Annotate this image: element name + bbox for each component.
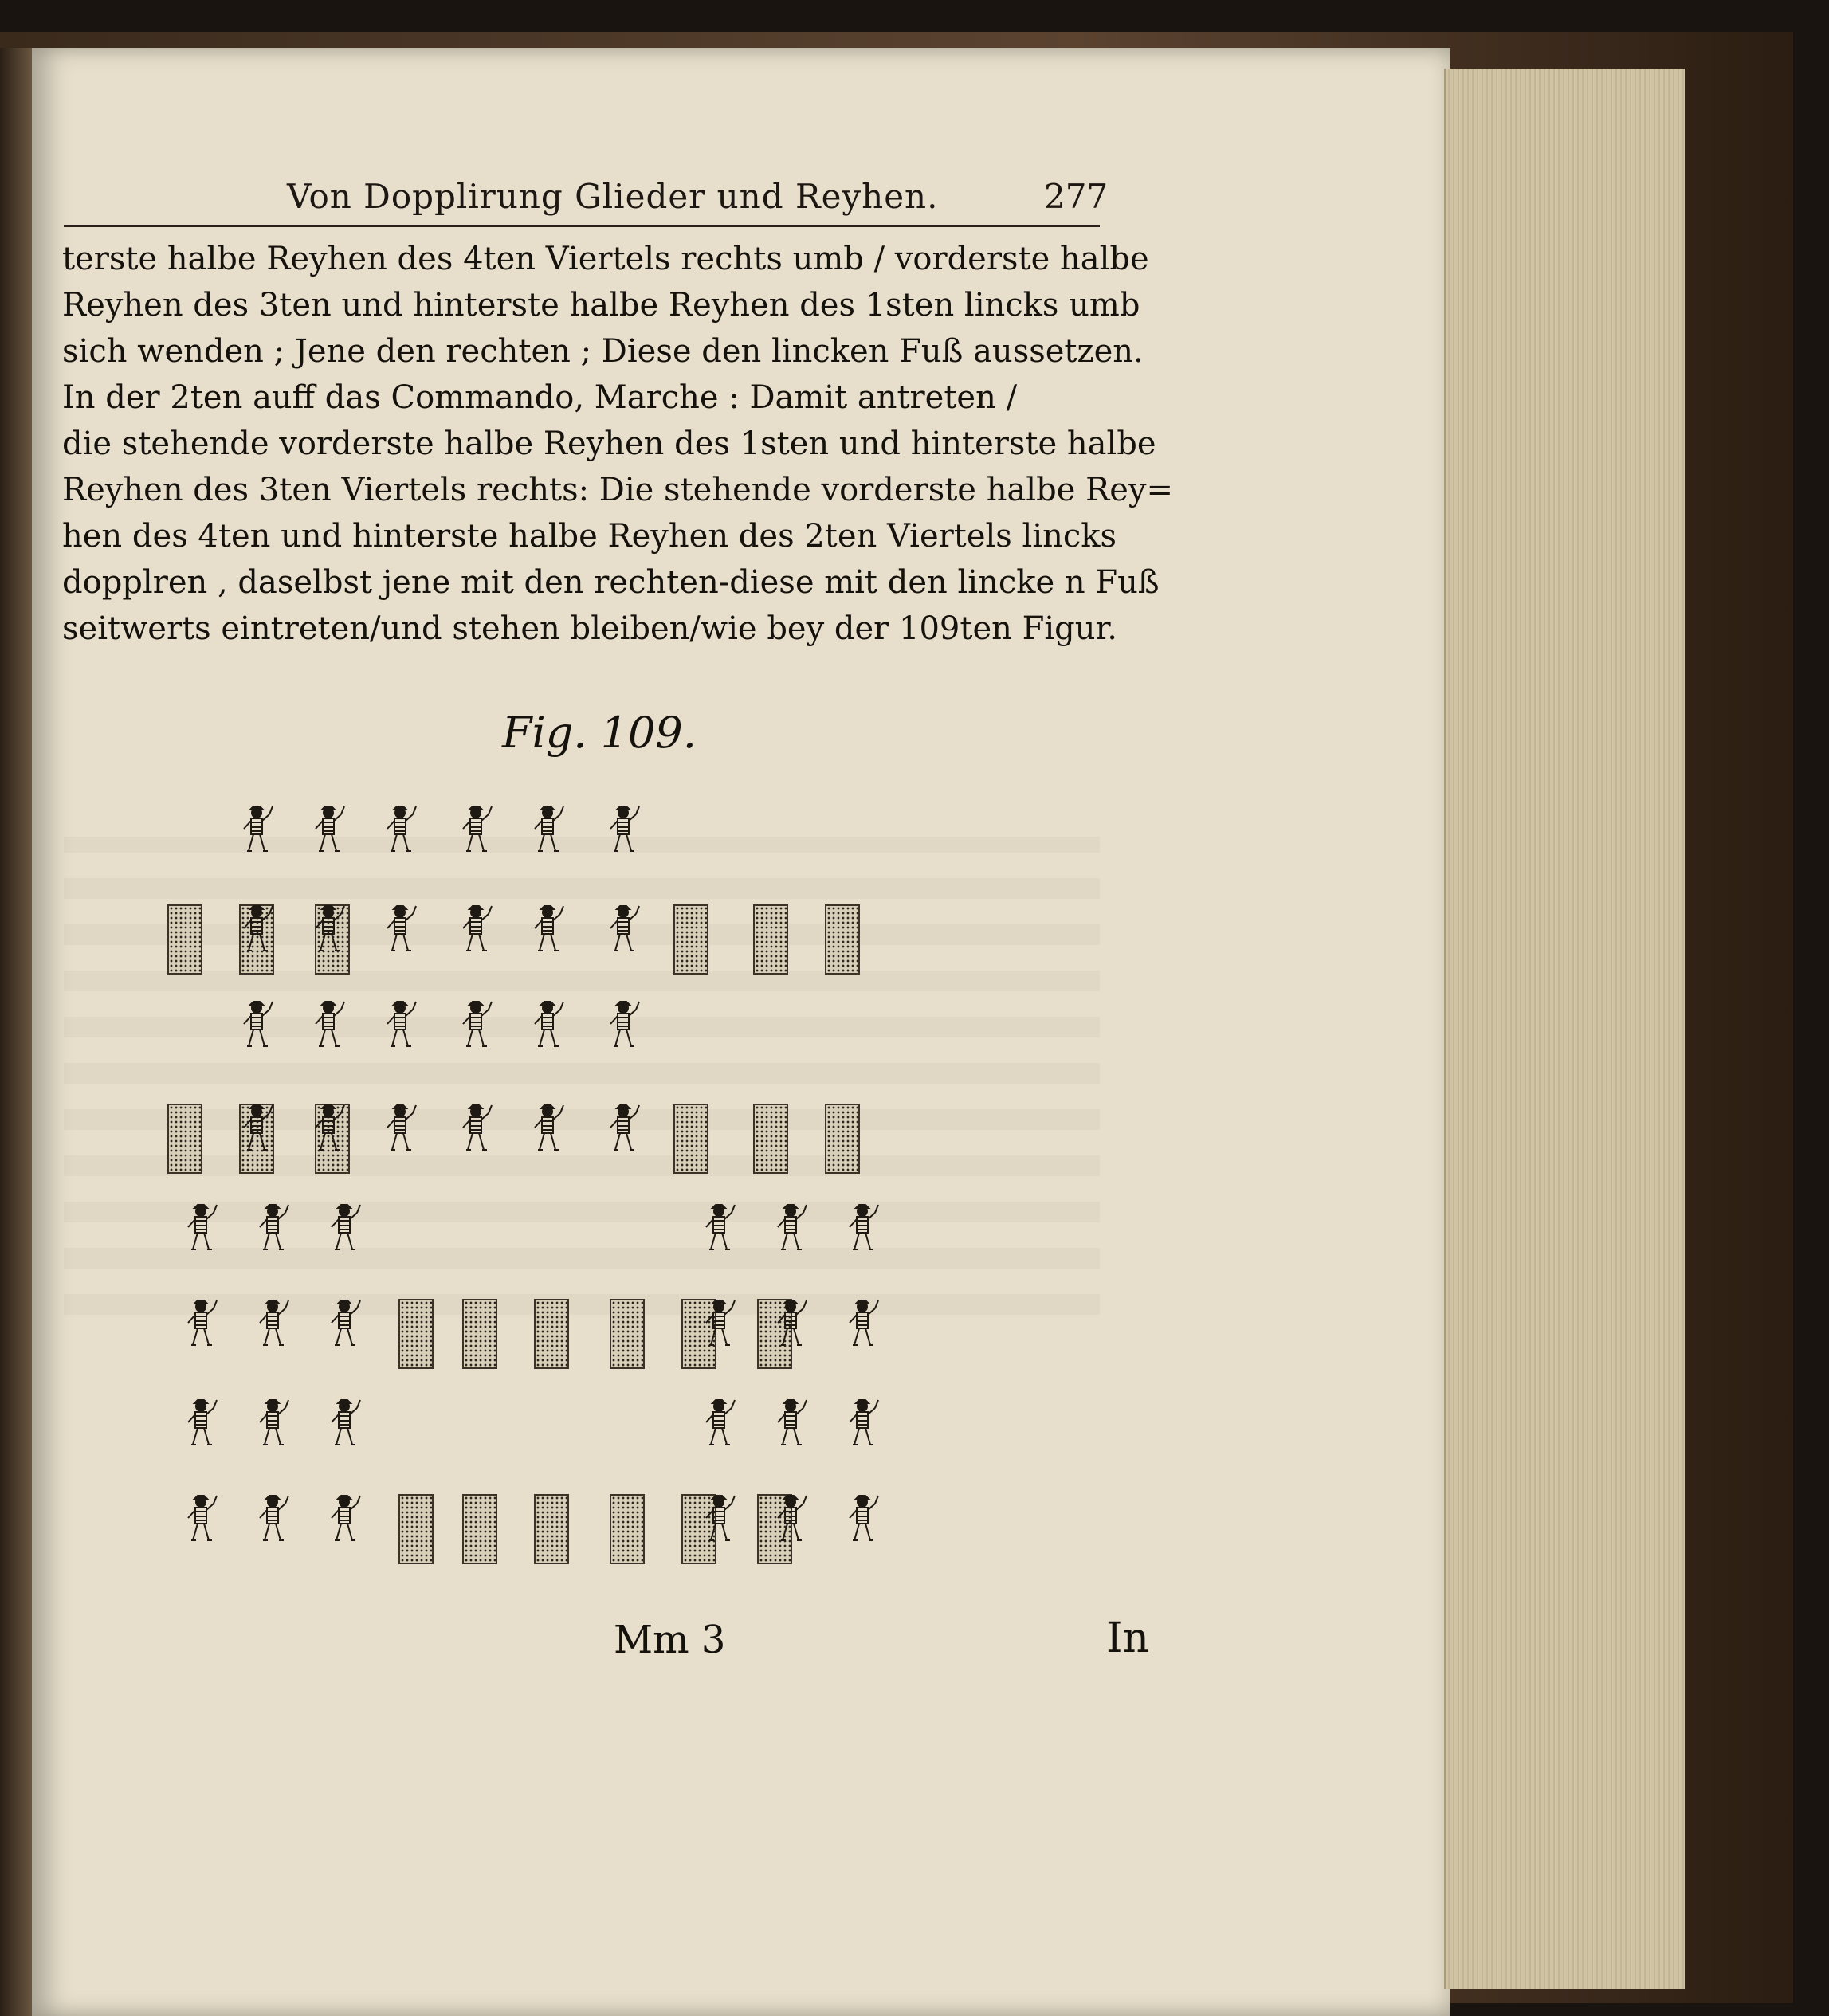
soldier-figure <box>311 805 346 854</box>
soldier-figure <box>701 1203 736 1253</box>
text-line: In der 2ten auff das Commando, Marche : Damit antreten / <box>62 379 1018 416</box>
soldier-figure <box>327 1398 362 1448</box>
file-block <box>462 1494 497 1564</box>
file-block <box>610 1299 645 1369</box>
file-block <box>753 904 788 975</box>
soldier-figure <box>530 1104 565 1153</box>
text-line: seitwerts eintreten/und stehen bleiben/wie bey der 109ten Figur. <box>62 610 1117 647</box>
figure-label: Fig. 109. <box>502 708 697 758</box>
soldier-figure <box>183 1299 218 1348</box>
file-block <box>167 904 202 975</box>
formation-diagram <box>159 797 1052 1578</box>
text-line: Reyhen des 3ten Viertels rechts: Die stehende vorderste halbe Rey= <box>62 472 1173 508</box>
file-block <box>673 1104 708 1174</box>
soldier-figure <box>845 1203 880 1253</box>
soldier-figure <box>845 1299 880 1348</box>
soldier-figure <box>239 1000 274 1049</box>
soldier-figure <box>255 1494 290 1543</box>
soldier-figure <box>383 1104 418 1153</box>
soldier-figure <box>383 1000 418 1049</box>
soldier-figure <box>773 1494 808 1543</box>
soldier-figure <box>183 1494 218 1543</box>
soldier-figure <box>530 1000 565 1049</box>
text-line: Reyhen des 3ten und hinterste halbe Reyhen des 1sten lincks umb <box>62 287 1140 324</box>
soldier-figure <box>327 1494 362 1543</box>
soldier-figure <box>458 805 493 854</box>
file-block <box>167 1104 202 1174</box>
text-line: dopplren , daselbst jene mit den rechten-diese mit den lincke n Fuß <box>62 564 1160 601</box>
text-line: hen des 4ten und hinterste halbe Reyhen des 2ten Viertels lincks <box>62 518 1117 555</box>
catchword: In <box>1106 1614 1150 1662</box>
soldier-figure <box>255 1299 290 1348</box>
soldier-figure <box>773 1398 808 1448</box>
file-block <box>398 1299 434 1369</box>
file-block <box>825 904 860 975</box>
soldier-figure <box>183 1398 218 1448</box>
soldier-figure <box>606 904 641 954</box>
soldier-figure <box>606 805 641 854</box>
page-number: 277 <box>1044 177 1109 216</box>
soldier-figure <box>458 1000 493 1049</box>
body-text <box>62 236 1173 652</box>
soldier-figure <box>845 1494 880 1543</box>
header-rule <box>64 225 1100 227</box>
soldier-figure <box>458 904 493 954</box>
left-page-edge <box>0 48 32 2016</box>
soldier-figure <box>530 904 565 954</box>
file-block <box>398 1494 434 1564</box>
signature-mark: Mm 3 <box>614 1618 726 1662</box>
file-block <box>673 904 708 975</box>
soldier-figure <box>311 1000 346 1049</box>
file-block <box>825 1104 860 1174</box>
text-line: die stehende vorderste halbe Reyhen des 1sten und hinterste halbe <box>62 426 1156 462</box>
soldier-figure <box>701 1494 736 1543</box>
page-fore-edge <box>1444 69 1685 1989</box>
soldier-figure <box>327 1299 362 1348</box>
soldier-figure <box>383 904 418 954</box>
soldier-figure <box>311 904 346 954</box>
soldier-figure <box>255 1203 290 1253</box>
text-line: terste halbe Reyhen des 4ten Viertels rechts umb / vorderste halbe <box>62 241 1149 277</box>
file-block <box>534 1299 569 1369</box>
soldier-figure <box>255 1398 290 1448</box>
file-block <box>534 1494 569 1564</box>
soldier-figure <box>183 1203 218 1253</box>
text-line: sich wenden ; Jene den rechten ; Diese den lincken Fuß aussetzen. <box>62 333 1144 370</box>
file-block <box>610 1494 645 1564</box>
soldier-figure <box>311 1104 346 1153</box>
soldier-figure <box>239 805 274 854</box>
soldier-figure <box>458 1104 493 1153</box>
soldier-figure <box>530 805 565 854</box>
soldier-figure <box>606 1104 641 1153</box>
soldier-figure <box>239 1104 274 1153</box>
soldier-figure <box>701 1299 736 1348</box>
running-title: Von Dopplirung Glieder und Reyhen. <box>287 177 939 216</box>
soldier-figure <box>773 1299 808 1348</box>
soldier-figure <box>701 1398 736 1448</box>
soldier-figure <box>383 805 418 854</box>
file-block <box>753 1104 788 1174</box>
soldier-figure <box>845 1398 880 1448</box>
file-block <box>462 1299 497 1369</box>
soldier-figure <box>239 904 274 954</box>
soldier-figure <box>606 1000 641 1049</box>
soldier-figure <box>773 1203 808 1253</box>
soldier-figure <box>327 1203 362 1253</box>
